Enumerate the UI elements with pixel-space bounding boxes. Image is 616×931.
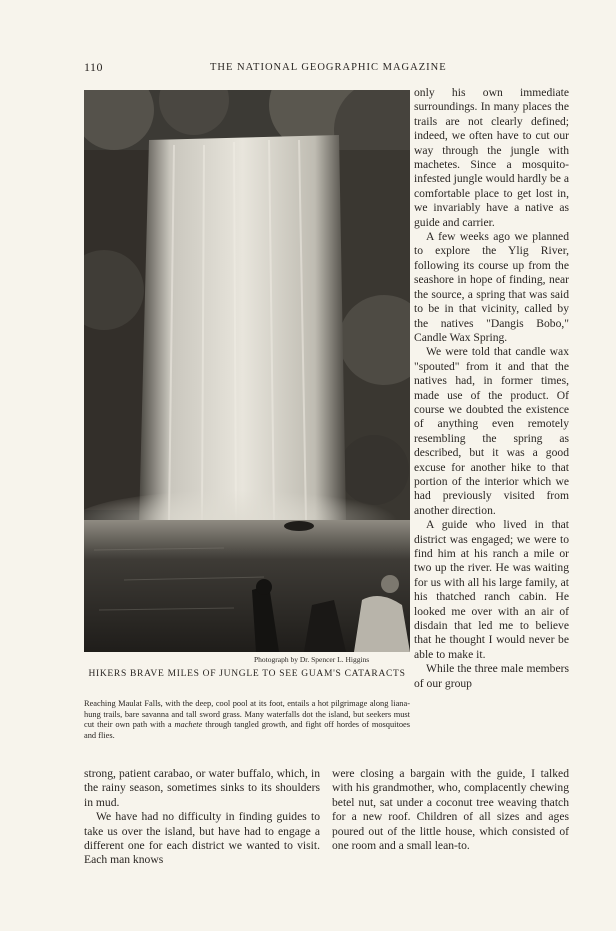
- waterfall-image-icon: [84, 90, 410, 652]
- bottom-left-column: [84, 767, 320, 868]
- magazine-title: THE NATIONAL GEOGRAPHIC MAGAZINE: [210, 62, 447, 73]
- paragraph: We were told that candle wax "spouted" from it and that the natives had, in former times, made use of the product. Of course we doubted the existence of anything even remotely resembling the spring as described, but it was a good excuse for another hike to that portion of the interior which we had previously visited from another direction.: [414, 345, 569, 517]
- caption-title: HIKERS BRAVE MILES OF JUNGLE TO SEE GUAM'S CATARACTS: [88, 669, 406, 679]
- caption-text-end: through tangled growth, and fight off hordes of mosquitoes and flies.: [84, 720, 410, 740]
- paragraph: strong, patient carabao, or water buffalo, which, in the rainy season, sometimes sinks to its shoulders in mud.: [84, 767, 320, 809]
- paragraph: were closing a bargain with the guide, I talked with his grandmother, who, complacently chewing betel nut, sat under a coconut tree weaving thatch for a new roof. Children of all sizes and ages poured out of the little house, which consisted of one room and a small lean-to.: [332, 767, 569, 853]
- paragraph: only his own immediate surroundings. In many places the trails are not clearly defined; indeed, we often have to cut our way through the jungle with machetes. Since a mosquito-infested jungle would hardly be a comfortable place to get lost in, we invariably have a native as guide and carrier.: [414, 86, 569, 229]
- right-column: [414, 86, 569, 691]
- paragraph: We have had no difficulty in finding guides to take us over the island, but have had to engage a different one for each district we wanted to visit. Each man knows: [84, 810, 320, 867]
- caption-body: [84, 699, 410, 741]
- paragraph: A guide who lived in that district was engaged; we were to find him at his ranch a mile or two up the river. He was waiting for us with all his large family, at his thatched ranch cabin. He looked me over with an air of disdain that led me to believe that he thought I would never be able to make it.: [414, 518, 569, 661]
- waterfall-photo: [84, 90, 410, 652]
- bottom-right-column: [332, 767, 569, 853]
- page-number: 110: [84, 60, 104, 74]
- caption-italic: machete: [174, 720, 203, 730]
- caption-text: Reaching Maulat Falls, with the deep, cool pool at its foot, entails a hot pilgrimage along liana-hung trails, bare savanna and tall sword grass. Many waterfalls dot the island, but seekers must cut their own path with a: [84, 699, 410, 730]
- photo-credit: Photograph by Dr. Spencer L. Higgins: [254, 655, 370, 664]
- paragraph: While the three male members of our group: [414, 662, 569, 690]
- paragraph: A few weeks ago we planned to explore the Ylig River, following its course up from the seashore in hope of finding, near the source, a spring that was said to be in that vicinity, called by the natives "Dangis Bobo," Candle Wax Spring.: [414, 230, 569, 344]
